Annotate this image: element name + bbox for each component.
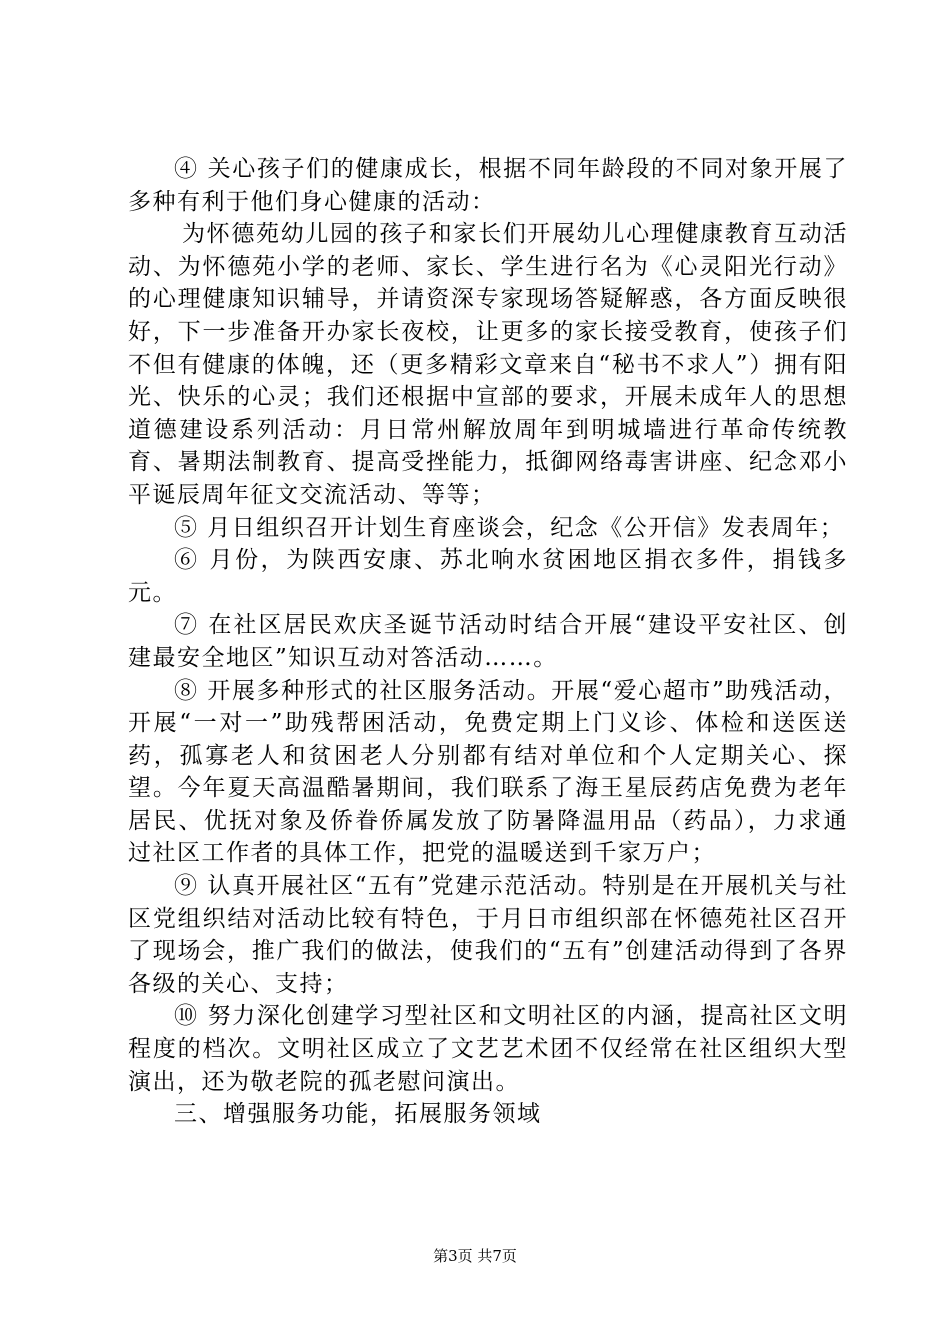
paragraph-item-8: ⑧ 开展多种形式的社区服务活动。开展“爱心超市”助残活动，开展“一对一”助残帮困活动，免费定期上门义诊、体检和送医送药，孤寡老人和贫困老人分别都有结对单位和个人定期关心、探望。今年夏天高温酷暑期间，我们联系了海王星辰药店免费为老年居民、优抚对象及侨眷侨属发放了防暑降温用品（药品），力求通过社区工作者的具体工作，把党的温暖送到千家万户； (128, 677, 848, 867)
paragraph-item-10: ⑩ 努力深化创建学习型社区和文明社区的内涵，提高社区文明程度的档次。文明社区成立了文艺艺术团不仅经常在社区组织大型演出，还为敬老院的孤老慰问演出。 (128, 1003, 848, 1095)
paragraph-item-4: ④ 关心孩子们的健康成长，根据不同年龄段的不同对象开展了多种有利于他们身心健康的活动： (128, 156, 848, 215)
document-body (128, 153, 848, 1131)
paragraph-item-9: ⑨ 认真开展社区“五有”党建示范活动。特别是在开展机关与社区党组织结对活动比较有特色，于月日市组织部在怀德苑社区召开了现场会，推广我们的做法，使我们的“五有”创建活动得到了各界各级的关心、支持； (128, 873, 848, 997)
page-footer: 第3页 共7页 (433, 1247, 517, 1265)
section-heading-3: 三、增强服务功能，拓展服务领域 (174, 1101, 542, 1128)
paragraph-item-6: ⑥ 月份，为陕西安康、苏北响水贫困地区捐衣多件，捐钱多元。 (128, 547, 848, 606)
paragraph-item-7: ⑦ 在社区居民欢庆圣诞节活动时结合开展“建设平安社区、创建最安全地区”知识互动对答活动……。 (128, 612, 848, 671)
paragraph-kindergarten-activities: 为怀德苑幼儿园的孩子和家长们开展幼儿心理健康教育互动活动、为怀德苑小学的老师、家长、学生进行名为《心灵阳光行动》的心理健康知识辅导，并请资深专家现场答疑解惑，各方面反映很好，下一步准备开办家长夜校，让更多的家长接受教育，使孩子们不但有健康的体魄，还（更多精彩文章来自“秘书不求人”）拥有阳光、快乐的心灵；我们还根据中宣部的要求，开展未成年人的思想道德建设系列活动：月日常州解放周年到明城墙进行革命传统教育、暑期法制教育、提高受挫能力，抵御网络毒害讲座、纪念邓小平诞辰周年征文交流活动、等等； (128, 221, 848, 508)
paragraph-item-5: ⑤ 月日组织召开计划生育座谈会，纪念《公开信》发表周年； (174, 514, 845, 541)
